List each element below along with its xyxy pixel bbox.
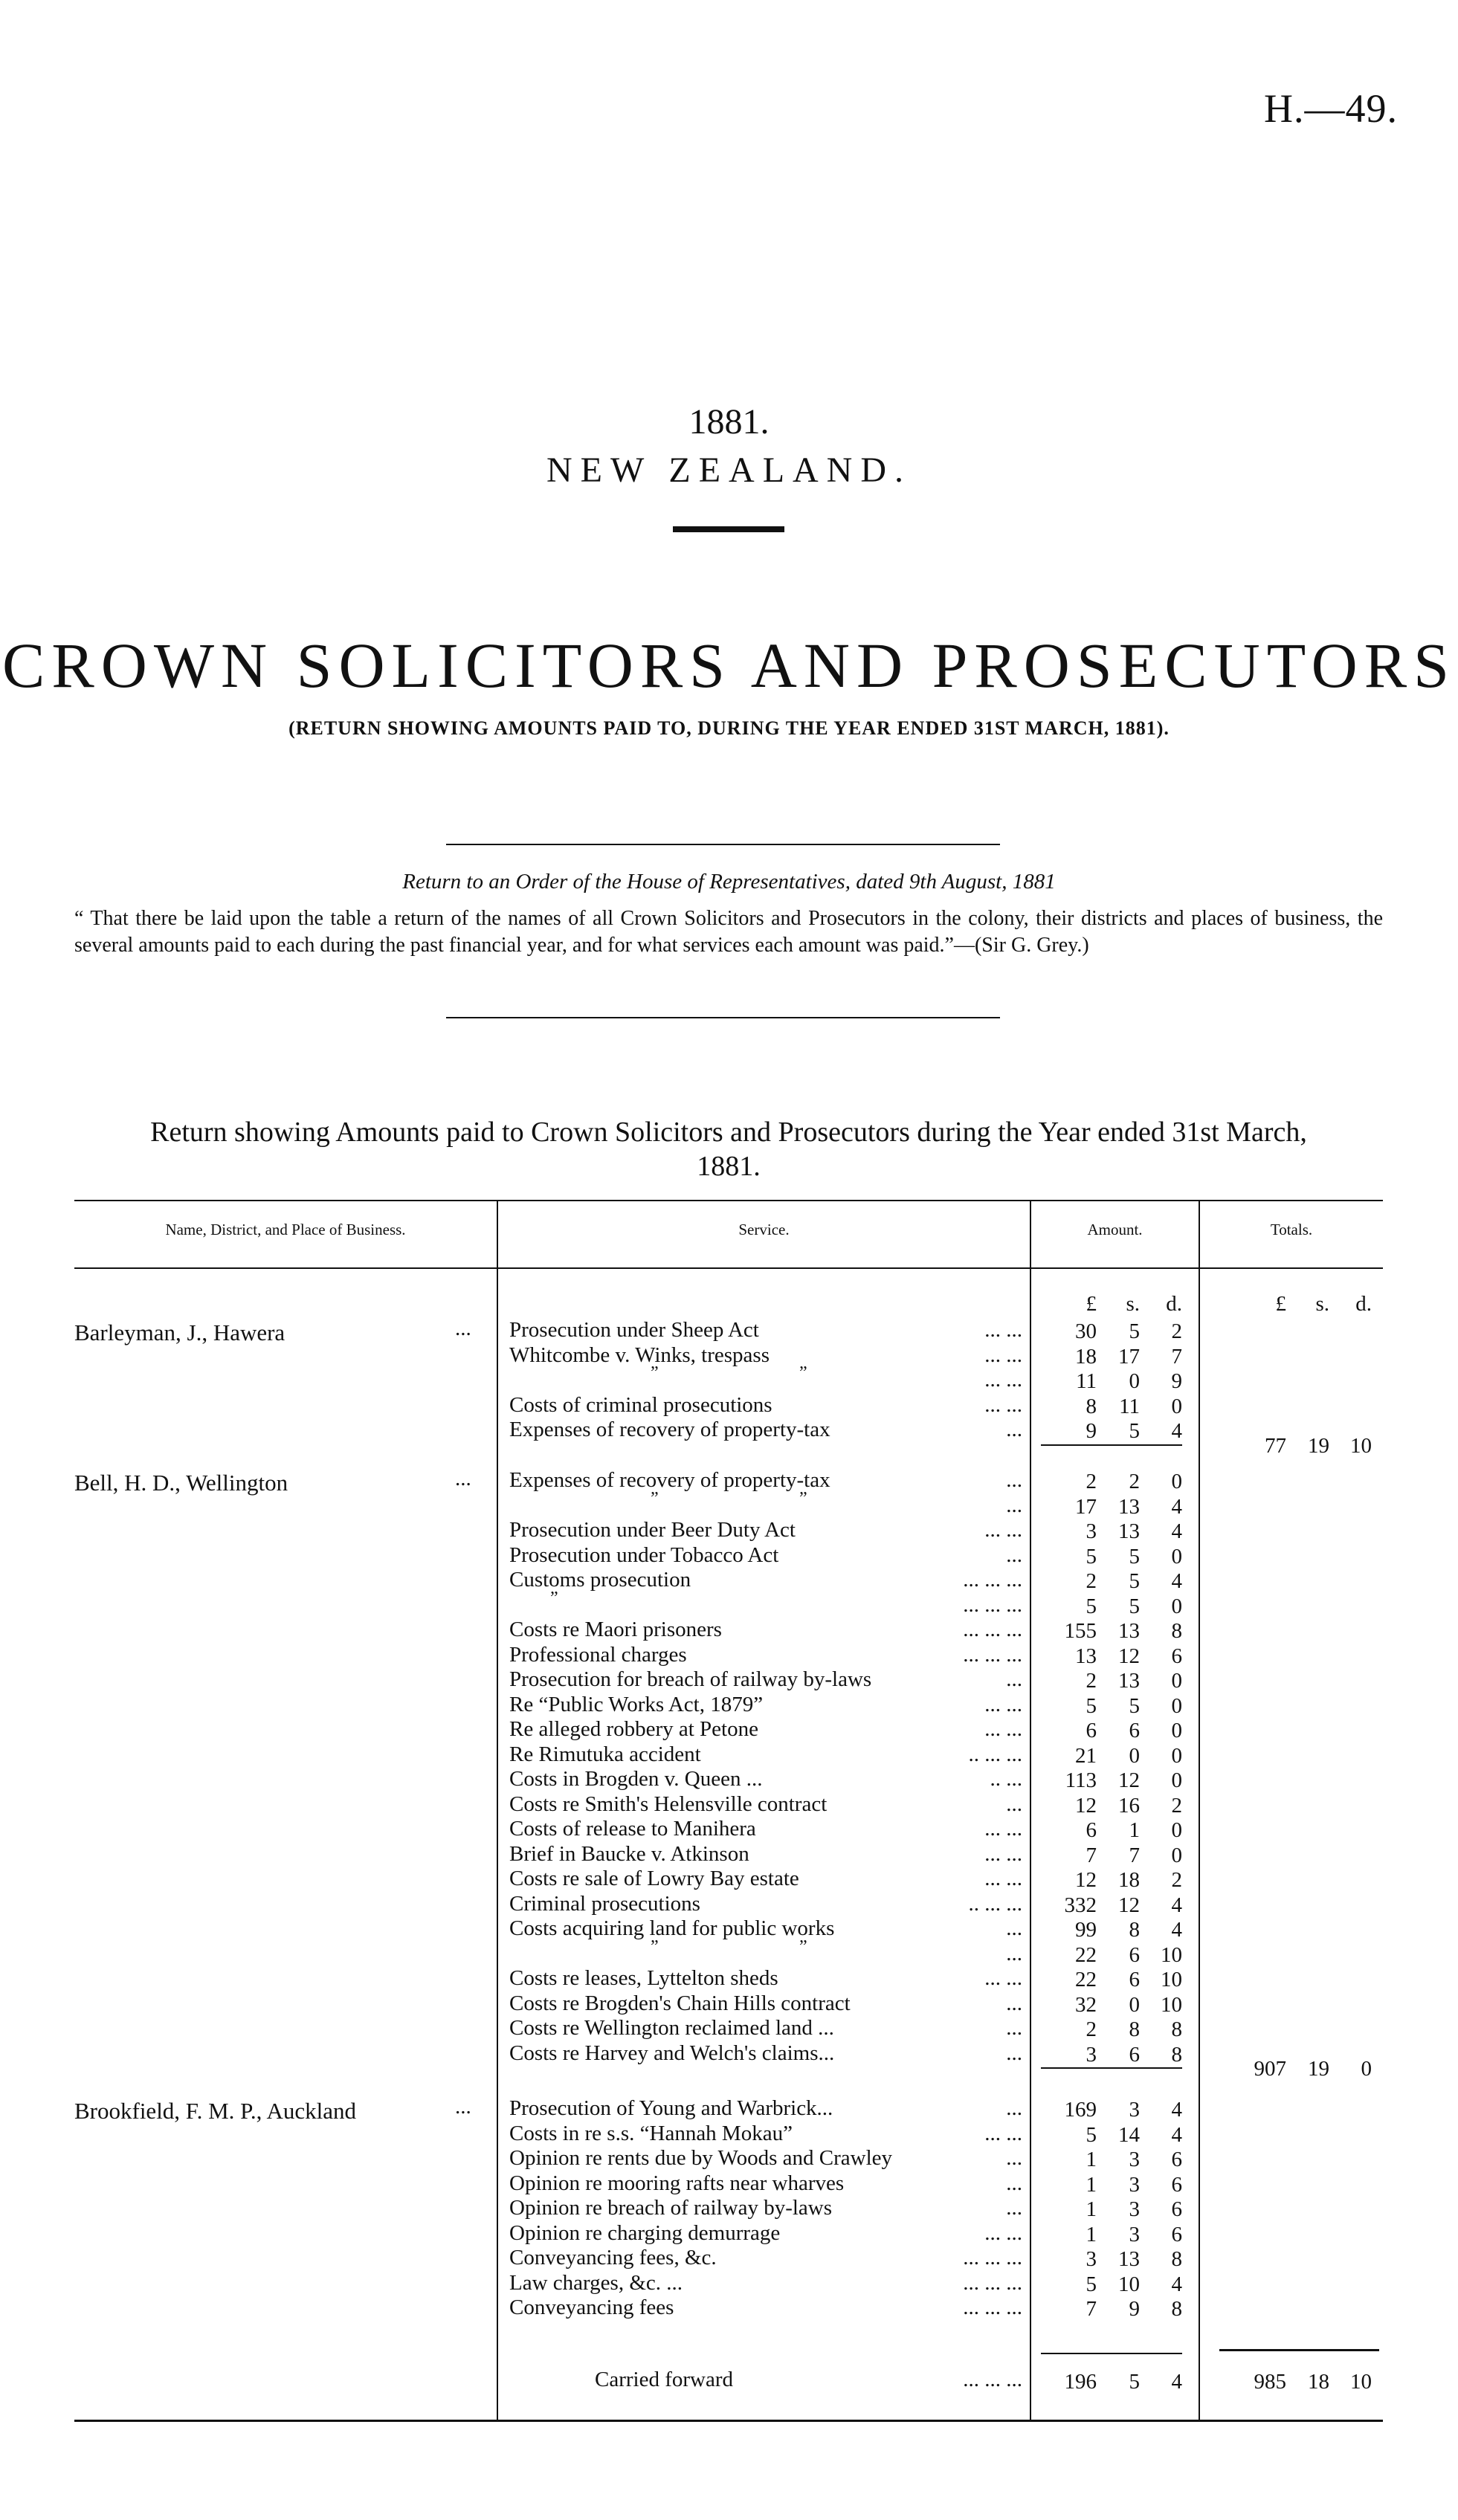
amount-shillings: 3 — [1129, 2172, 1140, 2197]
column-header-totals: Totals. — [1270, 1221, 1313, 1238]
leader-dots: .. ... — [990, 1767, 1022, 1791]
service-label: Costs re leases, Lyttelton sheds — [509, 1966, 778, 1990]
service-label: Opinion re breach of railway by-laws — [509, 2196, 833, 2220]
amount-shillings: 8 — [1129, 2017, 1140, 2041]
table-row — [509, 1936, 1022, 1966]
ditto-mark: ” — [651, 1488, 659, 1508]
service-label: Prosecution under Tobacco Act — [509, 1542, 779, 1567]
amount-pence: 0 — [1171, 1743, 1182, 1768]
table-row — [509, 2196, 1022, 2220]
leader-dots: ... ... ... — [963, 1592, 1022, 1617]
amount-pence: 8 — [1171, 2297, 1182, 2321]
leader-dots: ... ... ... — [963, 1642, 1022, 1667]
table-row — [509, 2221, 1022, 2246]
table-row — [509, 1792, 1022, 1817]
leader-dots: ... — [1006, 2096, 1022, 2120]
group-total-pence: 10 — [1350, 1433, 1372, 1458]
amount-shillings: 13 — [1118, 1669, 1140, 1693]
table-row — [509, 2246, 1022, 2270]
table-row — [509, 1363, 1022, 1392]
amount-pounds: 21 — [1075, 1743, 1097, 1768]
amount-shillings: 9 — [1129, 2297, 1140, 2321]
name-dots: ... — [455, 1316, 471, 1340]
leader-dots: ... ... — [984, 1368, 1022, 1392]
table-row — [509, 1693, 1022, 1717]
service-label: Costs re Harvey and Welch's claims... — [509, 2041, 835, 2065]
carried-forward-row — [595, 2368, 1022, 2392]
amount-pence: 7 — [1171, 1344, 1182, 1369]
leader-dots: ... — [1006, 1493, 1022, 1517]
title-divider — [673, 526, 784, 532]
amount-pence: 4 — [1171, 1494, 1182, 1519]
amount-shillings: 5 — [1129, 1419, 1140, 1443]
table-row — [509, 1318, 1022, 1343]
leader-dots: ... ... — [984, 2220, 1022, 2245]
ditto-mark: ” — [799, 1936, 807, 1957]
amount-pounds: 2 — [1086, 1669, 1097, 1693]
leader-dots: ... ... ... — [963, 2296, 1022, 2319]
amount-pounds: 5 — [1086, 1594, 1097, 1618]
service-label: Re alleged robbery at Petone — [509, 1717, 758, 1741]
group-name: Brookfield, F. M. P., Auckland — [74, 2098, 356, 2124]
table-row — [509, 1667, 1022, 1692]
leader-dots: ... — [1006, 1542, 1022, 1567]
table-row — [509, 2171, 1022, 2196]
amount-pence: 0 — [1171, 1394, 1182, 1418]
group-total-pounds: 77 — [1265, 1433, 1286, 1458]
amount-pounds: 5 — [1086, 1693, 1097, 1718]
service-label: Costs re Maori prisoners — [509, 1618, 722, 1641]
service-label: Brief in Baucke v. Atkinson — [509, 1841, 749, 1866]
amount-shillings: 13 — [1118, 1519, 1140, 1543]
service-label: Costs re Wellington reclaimed land ... — [509, 2016, 834, 2040]
name-dots: ... — [455, 1467, 471, 1490]
amount-pence: 0 — [1171, 1693, 1182, 1718]
amount-shillings: 16 — [1118, 1793, 1140, 1818]
amount-pence: 6 — [1171, 1644, 1182, 1668]
amount-shillings: 13 — [1118, 1619, 1140, 1643]
leader-dots: ... ... ... — [963, 2246, 1022, 2269]
amount-pounds: 6 — [1086, 1719, 1097, 1742]
amount-pence: 4 — [1171, 1569, 1182, 1593]
amount-shillings: 6 — [1129, 1719, 1140, 1742]
service-label: Costs in Brogden v. Queen ... — [509, 1767, 763, 1791]
amount-pounds: 6 — [1086, 1818, 1097, 1842]
table-title: Return showing Amounts paid to Crown Solicitors and Prosecutors during the Year ended 31st March, 1881. — [150, 1117, 1307, 1182]
amount-pounds: 3 — [1086, 1519, 1097, 1543]
total-unit-pence: d. — [1355, 1292, 1372, 1316]
service-label: Prosecution for breach of railway by-laws — [509, 1667, 872, 1691]
service-label: Opinion re rents due by Woods and Crawley — [509, 2146, 893, 2170]
column-divider-1 — [497, 1200, 498, 2420]
service-label: Costs of release to Manihera — [509, 1817, 756, 1841]
leader-dots: ... ... — [984, 1817, 1022, 1841]
amount-pence: 0 — [1171, 1594, 1182, 1618]
leader-dots: ... ... — [984, 1867, 1022, 1890]
table-row — [509, 1618, 1022, 1642]
leader-dots: .. ... ... — [968, 1891, 1022, 1916]
total-unit-shillings: s. — [1315, 1292, 1329, 1316]
page-subtitle: (RETURN SHOWING AMOUNTS PAID TO, DURING THE YEAR ENDED 31ST MARCH, 1881). — [288, 717, 1170, 739]
total-unit-pounds: £ — [1275, 1292, 1286, 1316]
leader-dots: ... — [1006, 2016, 1022, 2040]
leader-dots: ... ... — [984, 1318, 1022, 1342]
table-header-rule — [74, 1267, 1383, 1269]
order-heading-text: Return to an Order of the House of Representatives, dated 9th August, 1881 — [402, 870, 1056, 894]
carried-forward-label: Carried forward — [595, 2368, 733, 2391]
amount-shillings: 17 — [1118, 1344, 1140, 1369]
service-label: Whitcombe v. Winks, trespass — [509, 1343, 770, 1367]
carried-total-shillings: 18 — [1308, 2370, 1329, 2394]
amount-pence: 8 — [1171, 1619, 1182, 1643]
amount-unit-pence: d. — [1166, 1292, 1182, 1316]
service-label: Re “Public Works Act, 1879” — [509, 1692, 764, 1716]
leader-dots: ... — [1006, 2041, 1022, 2065]
order-rule-bottom — [446, 1017, 1000, 1018]
amount-pence: 0 — [1171, 1768, 1182, 1792]
group-total-shillings: 19 — [1308, 1433, 1329, 1458]
table-row — [509, 2016, 1022, 2041]
ditto-mark: ” — [651, 1936, 659, 1957]
table-row — [509, 1588, 1022, 1618]
page-reference: H.—49. — [1264, 86, 1398, 131]
amount-pounds: 7 — [1086, 2297, 1097, 2321]
service-label: Expenses of recovery of property-tax — [509, 1418, 830, 1441]
leader-dots: ... — [1006, 2196, 1022, 2220]
carried-total-pence: 10 — [1350, 2370, 1372, 2394]
amount-shillings: 0 — [1129, 1743, 1140, 1768]
leader-dots: .. ... ... — [968, 1742, 1022, 1766]
ditto-mark: ” — [651, 1363, 659, 1383]
service-label: Professional charges — [509, 1642, 687, 1667]
amount-pence: 8 — [1171, 2042, 1182, 2067]
amount-pence: 2 — [1171, 1319, 1182, 1343]
amount-pence: 4 — [1171, 2272, 1182, 2296]
amount-unit-pounds: £ — [1086, 1292, 1097, 1316]
amount-shillings: 0 — [1129, 1369, 1140, 1393]
amount-pence: 4 — [1171, 1893, 1182, 1917]
amount-pounds: 18 — [1075, 1344, 1097, 1369]
table-row — [509, 1742, 1022, 1767]
amount-shillings: 1 — [1129, 1818, 1140, 1842]
amount-pounds: 22 — [1075, 1942, 1097, 1967]
group-total-pounds: 907 — [1254, 2057, 1286, 2081]
amount-shillings: 5 — [1129, 1594, 1140, 1618]
group-name: Bell, H. D., Wellington — [74, 1470, 288, 1496]
amount-pounds: 3 — [1086, 2042, 1097, 2067]
carried-total-rule — [1219, 2349, 1379, 2351]
leader-dots: ... ... ... — [963, 2270, 1022, 2295]
table-row — [509, 1418, 1022, 1442]
leader-dots: ... — [1006, 2171, 1022, 2195]
amount-pence: 10 — [1161, 1968, 1182, 1991]
amount-pence: 9 — [1171, 1369, 1182, 1393]
amount-pounds: 11 — [1076, 1369, 1097, 1393]
amount-shillings: 12 — [1118, 1893, 1140, 1917]
amount-pounds: 169 — [1064, 2098, 1097, 2122]
amount-pounds: 5 — [1086, 2272, 1097, 2296]
amount-shillings: 5 — [1129, 1544, 1140, 1568]
service-label: Opinion re mooring rafts near wharves — [509, 2171, 845, 2195]
order-heading — [0, 870, 1458, 894]
service-label: Prosecution under Sheep Act — [509, 1318, 759, 1342]
amount-pence: 10 — [1161, 1992, 1182, 2017]
amount-pence: 8 — [1171, 2017, 1182, 2041]
service-label: Costs in re s.s. “Hannah Mokau” — [509, 2121, 793, 2145]
order-text: “ That there be laid upon the table a return of the names of all Crown Solicitors and Prosecutors in the colony, their districts and places of business, the several amounts paid to each during the past financial year, and for what services each amount was paid.”—(Sir G. Grey.) — [74, 907, 1383, 957]
leader-dots: ... ... ... — [963, 1618, 1022, 1641]
service-label: Opinion re charging demurrage — [509, 2220, 781, 2245]
amount-shillings: 18 — [1118, 1868, 1140, 1892]
column-divider-3 — [1199, 1200, 1200, 2420]
table-row — [509, 1468, 1022, 1493]
amount-shillings: 3 — [1129, 2197, 1140, 2221]
amount-pence: 0 — [1171, 1843, 1182, 1867]
service-label: Criminal prosecutions — [509, 1891, 700, 1916]
group-name: Barleyman, J., Hawera — [74, 1319, 286, 1345]
amount-pence: 0 — [1171, 1818, 1182, 1842]
carried-total-pounds: 985 — [1254, 2370, 1286, 2394]
amount-shillings: 13 — [1118, 1494, 1140, 1519]
amount-shillings: 3 — [1129, 2098, 1140, 2122]
amount-pence: 2 — [1171, 1793, 1182, 1818]
amount-pounds: 5 — [1086, 2122, 1097, 2147]
service-label: Costs re sale of Lowry Bay estate — [509, 1867, 799, 1890]
leader-dots: ... ... — [984, 1966, 1022, 1990]
amount-pounds: 8 — [1086, 1394, 1097, 1418]
service-label: Conveyancing fees — [509, 2296, 674, 2319]
page-title: CROWN SOLICITORS AND PROSECUTORS — [2, 630, 1456, 701]
amount-shillings: 8 — [1129, 1918, 1140, 1942]
leader-dots: ... ... ... — [963, 1568, 1022, 1592]
amount-pounds: 2 — [1086, 1470, 1097, 1493]
amount-pounds: 1 — [1086, 2222, 1097, 2246]
amount-pounds: 99 — [1075, 1918, 1097, 1942]
group-total-shillings: 19 — [1308, 2057, 1329, 2081]
service-label: Customs prosecution — [509, 1568, 691, 1592]
amount-pounds: 12 — [1075, 1793, 1097, 1818]
amount-unit-shillings: s. — [1126, 1292, 1140, 1316]
amount-shillings: 5 — [1129, 1569, 1140, 1593]
table-row — [509, 1568, 1022, 1592]
carried-amount-pence: 4 — [1171, 2370, 1182, 2394]
column-header-service: Service. — [738, 1221, 790, 1238]
table-row — [509, 2041, 1022, 2066]
amount-pounds: 17 — [1075, 1494, 1097, 1519]
table-row — [509, 1343, 1022, 1368]
order-rule-top — [446, 844, 1000, 845]
carried-amount-shillings: 5 — [1129, 2370, 1140, 2394]
amount-pounds: 2 — [1086, 1569, 1097, 1593]
amount-pounds: 1 — [1086, 2172, 1097, 2197]
leader-dots: ... — [1006, 1941, 1022, 1965]
ditto-mark: ” — [799, 1363, 807, 1383]
leader-dots: ... ... — [984, 2121, 1022, 2145]
subtotal-rule — [1041, 1444, 1182, 1446]
name-dots: ... — [455, 2095, 471, 2119]
table-row — [509, 1916, 1022, 1941]
amount-pounds: 5 — [1086, 1544, 1097, 1568]
leader-dots: ... — [1006, 1916, 1022, 1940]
leader-dots: ... ... — [984, 1692, 1022, 1716]
table-row — [509, 1767, 1022, 1792]
table-row — [509, 2271, 1022, 2296]
carried-forward-dots: ... ... ... — [963, 2368, 1022, 2391]
amount-shillings: 2 — [1129, 1470, 1140, 1493]
amount-shillings: 12 — [1118, 1768, 1140, 1792]
amount-pence: 8 — [1171, 2247, 1182, 2271]
amount-pence: 6 — [1171, 2222, 1182, 2246]
column-header-name: Name, District, and Place of Business. — [165, 1221, 406, 1238]
leader-dots: ... ... — [984, 1518, 1022, 1542]
amount-pounds: 1 — [1086, 2148, 1097, 2171]
amount-shillings: 5 — [1129, 1319, 1140, 1343]
leader-dots: ... — [1006, 1418, 1022, 1441]
service-label: Costs of criminal prosecutions — [509, 1392, 772, 1417]
amount-pounds: 2 — [1086, 2017, 1097, 2041]
amount-shillings: 7 — [1129, 1843, 1140, 1867]
table-row — [509, 2122, 1022, 2146]
table-row — [509, 1867, 1022, 1891]
leader-dots: ... ... — [984, 1841, 1022, 1866]
amount-shillings: 14 — [1118, 2122, 1140, 2147]
amount-pounds: 3 — [1086, 2247, 1097, 2271]
table-row — [509, 1717, 1022, 1742]
service-label: Re Rimutuka accident — [509, 1742, 701, 1766]
leader-dots: ... — [1006, 1667, 1022, 1691]
table-row — [509, 1842, 1022, 1867]
table-row — [509, 1393, 1022, 1418]
amount-pence: 0 — [1171, 1669, 1182, 1693]
column-header-amount: Amount. — [1087, 1221, 1143, 1238]
amount-pence: 4 — [1171, 2122, 1182, 2147]
table-row — [509, 2296, 1022, 2320]
leader-dots: ... — [1006, 1468, 1022, 1492]
amount-pence: 4 — [1171, 1519, 1182, 1543]
service-label: Costs re Smith's Helensville contract — [509, 1792, 828, 1816]
table-row — [509, 1817, 1022, 1841]
leader-dots: ... — [1006, 2146, 1022, 2170]
amount-shillings: 3 — [1129, 2148, 1140, 2171]
amount-pence: 0 — [1171, 1544, 1182, 1568]
amount-pounds: 12 — [1075, 1868, 1097, 1892]
amount-shillings: 10 — [1118, 2272, 1140, 2296]
amount-pounds: 32 — [1075, 1992, 1097, 2017]
table-row — [509, 1488, 1022, 1518]
leader-dots: ... ... — [984, 1392, 1022, 1417]
table-row — [509, 1518, 1022, 1542]
amount-shillings: 6 — [1129, 2042, 1140, 2067]
amount-pence: 4 — [1171, 1419, 1182, 1443]
service-label: Prosecution of Young and Warbrick... — [509, 2096, 833, 2120]
amount-shillings: 12 — [1118, 1644, 1140, 1668]
amount-pence: 0 — [1171, 1719, 1182, 1742]
amount-pounds: 1 — [1086, 2197, 1097, 2221]
amount-pounds: 30 — [1075, 1319, 1097, 1343]
amount-pence: 4 — [1171, 2098, 1182, 2122]
subtotal-rule — [1041, 2067, 1182, 2069]
table-row — [509, 1966, 1022, 1991]
service-label: Law charges, &c. ... — [509, 2270, 683, 2295]
amount-shillings: 11 — [1119, 1394, 1140, 1418]
service-label: Expenses of recovery of property-tax — [509, 1468, 830, 1492]
carried-amount-pounds: 196 — [1064, 2370, 1097, 2394]
ditto-mark: ” — [550, 1588, 558, 1608]
table-row — [509, 1543, 1022, 1568]
amount-shillings: 0 — [1129, 1992, 1140, 2017]
country-heading: NEW ZEALAND. — [546, 450, 912, 490]
table-top-rule — [74, 1200, 1383, 1201]
amount-pounds: 113 — [1065, 1768, 1097, 1792]
amount-pounds: 13 — [1075, 1644, 1097, 1668]
leader-dots: ... ... — [984, 1343, 1022, 1367]
amount-pounds: 22 — [1075, 1968, 1097, 1991]
document-year: 1881. — [688, 402, 770, 442]
amount-pence: 6 — [1171, 2172, 1182, 2197]
amount-pence: 6 — [1171, 2148, 1182, 2171]
service-label: Prosecution under Beer Duty Act — [509, 1518, 796, 1542]
amount-pounds: 7 — [1086, 1843, 1097, 1867]
service-label: Conveyancing fees, &c. — [509, 2246, 717, 2269]
amount-pounds: 155 — [1064, 1619, 1097, 1643]
amount-shillings: 6 — [1129, 1942, 1140, 1967]
amount-pence: 2 — [1171, 1868, 1182, 1892]
leader-dots: ... — [1006, 1991, 1022, 2015]
amount-pence: 6 — [1171, 2197, 1182, 2221]
table-row — [509, 2096, 1022, 2121]
carried-amount-rule — [1041, 2353, 1182, 2354]
group-total-pence: 0 — [1361, 2057, 1372, 2081]
amount-pence: 0 — [1171, 1470, 1182, 1493]
amount-pounds: 9 — [1086, 1419, 1097, 1443]
amount-pounds: 332 — [1064, 1893, 1097, 1917]
amount-shillings: 6 — [1129, 1968, 1140, 1991]
amount-shillings: 5 — [1129, 1693, 1140, 1718]
table-row — [509, 2146, 1022, 2171]
amount-shillings: 3 — [1129, 2222, 1140, 2246]
table-row — [509, 1991, 1022, 2016]
amount-shillings: 13 — [1118, 2247, 1140, 2271]
table-row — [509, 1892, 1022, 1916]
table-bottom-rule — [74, 2420, 1383, 2422]
service-label: Costs acquiring land for public works — [509, 1916, 835, 1940]
ditto-mark: ” — [799, 1488, 807, 1508]
leader-dots: ... — [1006, 1792, 1022, 1816]
amount-pence: 4 — [1171, 1918, 1182, 1942]
amount-pence: 10 — [1161, 1942, 1182, 1967]
service-label: Costs re Brogden's Chain Hills contract — [509, 1991, 851, 2015]
leader-dots: ... ... — [984, 1717, 1022, 1741]
table-row — [509, 1643, 1022, 1667]
